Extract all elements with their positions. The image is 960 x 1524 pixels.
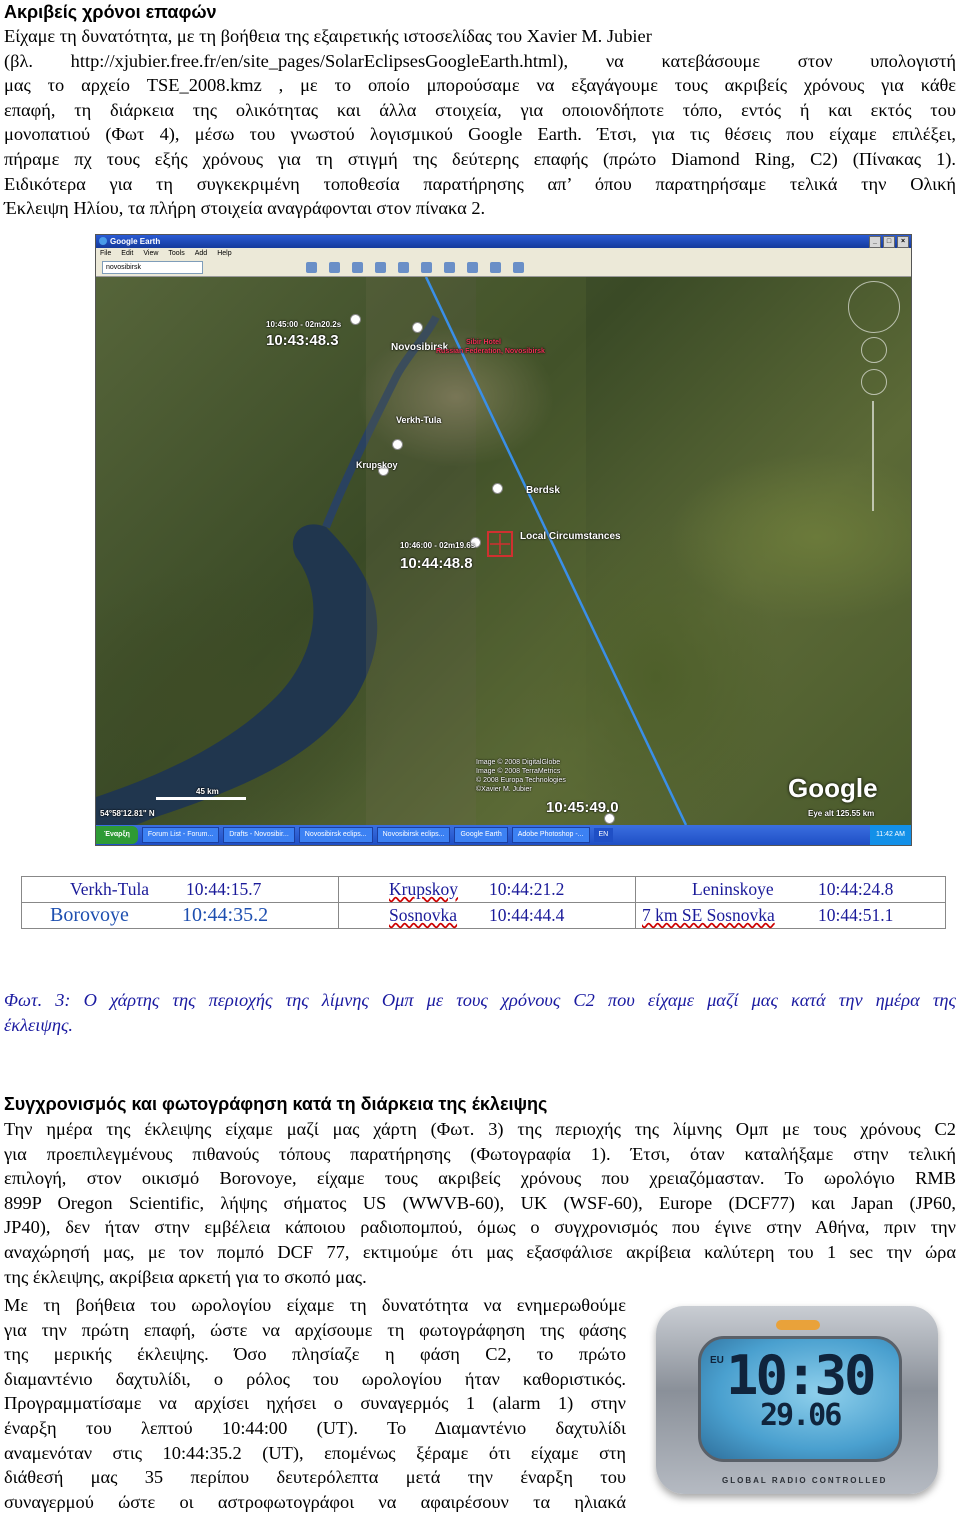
- section2-wrapped-paragraph: [4, 1293, 626, 1514]
- placemark-dot: [392, 439, 403, 450]
- map-label-novosibirsk: Novosibirsk: [391, 342, 449, 353]
- scale-bar: [156, 797, 246, 800]
- place-name: 7 km SE Sosnovka: [642, 905, 775, 925]
- text-line: επαφή, τη διάρκεια της ολικότητας και άλλα στοιχεία, για οποιονδήποτε τόπο, εντός ή και εκτός του: [4, 99, 956, 120]
- look-joystick-icon: [861, 337, 887, 363]
- place-name: Verkh-Tula: [70, 879, 150, 899]
- table-cell: [636, 877, 946, 903]
- text-line: Έκλειψη Ηλίου, τα πλήρη στοιχεία αναγράφονται στον πίνακα 2.: [4, 198, 486, 219]
- text-line: για προεπιλεγμένους πιθανούς τόπους παρατήρησης (Φωτογραφία 1). Έτσι, όταν καταλήξαμε στην τελική: [4, 1143, 956, 1164]
- radio-clock-photo: [648, 1300, 944, 1502]
- c2-time: 10:44:24.8: [818, 879, 894, 899]
- clock-date: 29.06: [760, 1398, 841, 1433]
- table-row: [22, 903, 946, 929]
- google-earth-screenshot: [95, 234, 912, 846]
- map-label-berdsk: Berdsk: [526, 485, 560, 496]
- eye-altitude: Eye alt 125.55 km: [808, 809, 875, 818]
- table-cell: [339, 877, 636, 903]
- google-watermark: Google: [788, 773, 878, 803]
- map-label-sibir: Sibir Hotel: [466, 339, 502, 346]
- map-overlay: [96, 277, 911, 825]
- map-label-krupskoy: Krupskoy: [356, 460, 398, 470]
- zoom-slider: [872, 401, 874, 511]
- map-label-time-big: 10:43:48.3: [266, 332, 339, 349]
- window-controls: [869, 236, 909, 248]
- compass-icon: [848, 281, 900, 333]
- placemark-icon: [329, 262, 340, 273]
- text-line: JP40), δεν ήταν στην εμβέλεια κάποιου ραδιοπομπού, όμως ο συγχρονισμός που έγινε στην Αθήνα, πριν την: [4, 1217, 956, 1238]
- map-label-time-small: 10:46:00 - 02m19.6s: [400, 541, 476, 550]
- c2-time: 10:44:35.2: [182, 904, 269, 926]
- text-line: Με τη βοήθεια του ωρολογίου είχαμε τη δυνατότητα να ενημερωθούμε: [4, 1295, 626, 1315]
- taskbar-item: Novosibirsk eclips...: [299, 827, 373, 843]
- text-line: έναρξη του λεπτού 10:44:00 (UT). Το Διαμαντένιο δαχτυλίδι: [4, 1417, 626, 1438]
- tour-icon: [421, 262, 432, 273]
- app-title: Google Earth: [110, 237, 161, 246]
- c2-time: 10:44:21.2: [489, 879, 565, 899]
- print-icon: [513, 262, 524, 273]
- text-line: Προγραμματίσαμε να αρχίσει ηχήσει ο συναγερμός 1 (alarm 1) στην: [4, 1393, 626, 1414]
- section2-paragraph: [4, 1117, 956, 1289]
- text-line: (βλ. http://xjubier.free.fr/en/site_pages/SolarEclipsesGoogleEarth.html), να κατεβάσουμε στον υπολογιστή: [4, 50, 956, 71]
- section-heading-contact-times: Ακριβείς χρόνοι επαφών: [4, 2, 217, 22]
- taskbar-item: Google Earth: [454, 827, 507, 843]
- path-icon: [375, 262, 386, 273]
- clock-status-icons: [710, 1354, 724, 1367]
- text-line: συναγερμού ώστε οι αστροφωτογράφοι να αφαιρέσουν τα ηλιακά: [4, 1491, 626, 1512]
- section-heading-synchronization: Συγχρονισμός και φωτογράφηση κατά τη διάρκεια της έκλειψης: [4, 1094, 548, 1114]
- toolbar-icons: [306, 262, 524, 273]
- map-label-time-small: 10:45:00 - 02m20.2s: [266, 320, 342, 329]
- text-line: Την ημέρα της έκλειψης είχαμε μαζί μας χάρτη (Φωτ. 3) της περιοχής της λίμνης Ομπ με τους χρόνους C2: [4, 1119, 956, 1139]
- google-earth-logo-icon: [99, 237, 107, 245]
- menu-edit: Edit: [121, 250, 134, 257]
- toolbar: [96, 259, 911, 277]
- text-line: πήραμε πχ τους εξής χρόνους για τη στιγμή της δεύτερης επαφής (πρώτο Diamond Ring, C2) (Πίνακας 1).: [4, 148, 956, 169]
- text-line: για την πρώτη επαφή, ώστε να αρχίσουμε τη φωτογράφηση της φάσης: [4, 1319, 626, 1340]
- text-line: μονοπατιού (Φωτ 4), μέσω του γνωστού λογισμικού Google Earth. Έτσι, για τις θέσεις που είχαμε επιλέξει,: [4, 124, 956, 145]
- c2-time: 10:44:15.7: [186, 879, 262, 899]
- reservoir-shape: [96, 524, 377, 825]
- oregon-brand-logo: [776, 1320, 820, 1330]
- place-name: Krupskoy: [389, 879, 459, 899]
- figure-caption: [4, 988, 956, 1038]
- clock-body: [656, 1306, 938, 1494]
- close-icon: ×: [897, 236, 909, 248]
- c2-time: 10:44:51.1: [818, 905, 894, 925]
- map-label-time-big: 10:45:49.0: [546, 799, 619, 816]
- overlay-icon: [398, 262, 409, 273]
- minimize-icon: _: [869, 236, 881, 248]
- clock-time: 10:30: [726, 1344, 874, 1407]
- region-label: EU: [710, 1355, 724, 1366]
- imagery-credit: ©Xavier M. Jubier: [476, 786, 532, 793]
- map-label-time-big: 10:44:48.8: [400, 555, 473, 572]
- text-line: της έκλειψης, ακρίβεια αρκετή για το σκοπό μας.: [4, 1266, 367, 1287]
- taskbar-clock: 11:42 AM: [870, 825, 911, 845]
- text-line: διαμαντένιο δαχτυλίδι, ο ρόλος του ωρολογίου ήταν καθοριστικός.: [4, 1368, 626, 1389]
- imagery-credit: Image © 2008 DigitalGlobe: [476, 759, 561, 766]
- place-name: Leninskoye: [692, 879, 774, 899]
- taskbar-item: Novosibirsk eclips...: [377, 827, 451, 843]
- polygon-icon: [352, 262, 363, 273]
- text-line: αναχώρησή μας, με τον πομπό DCF 77, εκτιμούμε ότι μας εξασφάλισε ακρίβεια καλύτερη του 1 sec την ώρα: [4, 1241, 956, 1262]
- email-icon: [490, 262, 501, 273]
- text-line: Ειδικότερα για τη συγκεκριμένη τοποθεσία παρατήρησης απ’ όπου παρατηρήσαμε τελικά την Ολική: [4, 173, 956, 194]
- text-line: της μερικής έκλειψης. Όσο πλησίαζε η φάση C2, το πρώτο: [4, 1344, 626, 1365]
- table-cell: [22, 877, 339, 903]
- c2-times-table: [21, 876, 946, 929]
- ruler-icon: [467, 262, 478, 273]
- search-input: novosibirsk: [102, 261, 203, 274]
- menu-help: Help: [217, 250, 232, 257]
- windows-taskbar: [96, 825, 911, 845]
- table-row: [22, 877, 946, 903]
- taskbar-item: Drafts - Novosibir...: [223, 827, 295, 843]
- start-button: Έναρξη: [96, 826, 138, 844]
- map-label-local-circumstances: Local Circumstances: [520, 531, 621, 542]
- placemark-dot: [492, 483, 503, 494]
- taskbar-item: Adobe Photoshop -...: [512, 827, 590, 843]
- imagery-credit: © 2008 Europa Technologies: [476, 777, 566, 784]
- menubar: [96, 248, 911, 259]
- map-label-verkh-tula: Verkh-Tula: [396, 415, 442, 425]
- text-line: μας το αρχείο TSE_2008.kmz , με το οποίο μπορούσαμε να εξαγάγουμε τους ακριβείς χρόνους για κάθε: [4, 75, 956, 96]
- map-label-russian: Russian Federation, Novosibirsk: [436, 348, 545, 355]
- sky-icon: [444, 262, 455, 273]
- move-joystick-icon: [861, 369, 887, 395]
- maximize-icon: □: [883, 236, 895, 248]
- place-name: Sosnovka: [389, 905, 458, 925]
- menu-tools: Tools: [168, 250, 185, 257]
- place-name: Borovoye: [50, 904, 129, 926]
- caption-line: έκλειψης.: [4, 1015, 74, 1035]
- text-line: διάθεσή μας 35 περίπου δευτερόλεπτα μετά την έναρξη του: [4, 1467, 626, 1488]
- menu-add: Add: [194, 250, 208, 257]
- table-cell: [22, 903, 339, 929]
- text-line: αναμενόταν στις 10:44:35.2 (UT), επομένως ξέραμε ότι είχαμε στη: [4, 1442, 626, 1463]
- app-titlebar: [96, 235, 911, 248]
- caption-line: Φωτ. 3: Ο χάρτης της περιοχής της λίμνης Ομπ με τους χρόνους C2 που είχαμε μαζί μας κατά την ημέρα της: [4, 990, 956, 1010]
- menu-view: View: [143, 250, 159, 257]
- hide-sidebar-icon: [306, 262, 317, 273]
- placemark-dot: [412, 322, 423, 333]
- placemark-dot: [350, 314, 361, 325]
- section1-paragraph: [4, 24, 956, 221]
- c2-time: 10:44:44.4: [489, 905, 565, 925]
- imagery-strip: [366, 277, 476, 825]
- clock-footer-text: GLOBAL RADIO CONTROLLED: [722, 1476, 888, 1485]
- imagery-strip: [476, 277, 586, 825]
- imagery-credit: Image © 2008 TerraMetrics: [476, 768, 561, 775]
- text-line: Είχαμε τη δυνατότητα, με τη βοήθεια της εξαιρετικής ιστοσελίδας του Xavier M. Jubier: [4, 26, 652, 46]
- scale-label: 45 km: [196, 787, 219, 796]
- text-line: 899P Oregon Scientific, λήψης σήματος US (WWVB-60), UK (WSF-60), Europe (DCF77) και Japan (JP60,: [4, 1192, 956, 1213]
- menu-file: File: [100, 250, 112, 257]
- text-line: επιλογή, στον οικισμό Borovoye, είχαμε τους ακριβείς χρόνους που χρειαζόμασταν. Το ωρολόγιο RMB: [4, 1168, 956, 1189]
- table-cell: [636, 903, 946, 929]
- satellite-map: [96, 277, 911, 825]
- language-indicator: EN: [594, 828, 614, 842]
- table-cell: [339, 903, 636, 929]
- coordinates-readout: 54°58'12.81" N: [100, 809, 155, 818]
- taskbar-item: Forum List - Forum...: [142, 827, 219, 843]
